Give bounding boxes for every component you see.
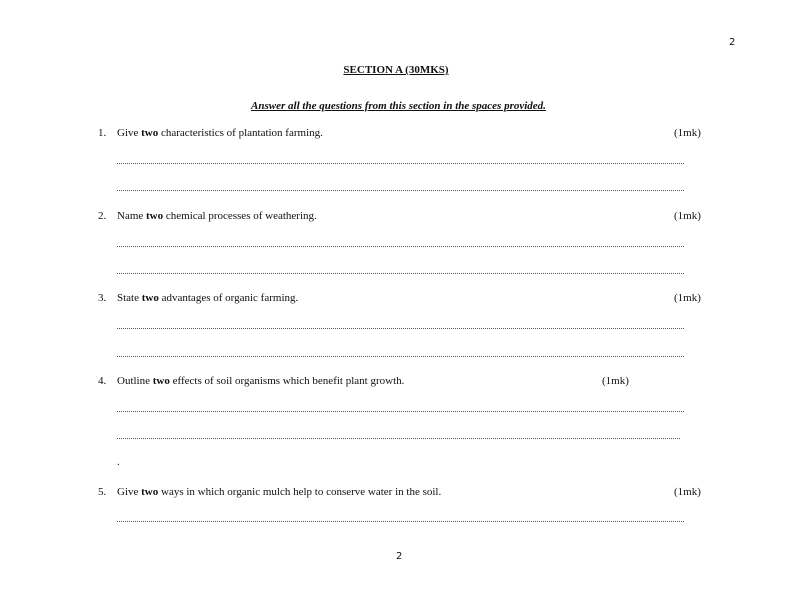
- question-1-marks: (1mk): [674, 127, 701, 139]
- question-3-marks: (1mk): [674, 292, 701, 304]
- answer-line[interactable]: [117, 246, 684, 248]
- page-number-bottom: 2: [396, 551, 403, 562]
- answer-line[interactable]: [117, 273, 684, 275]
- answer-line[interactable]: [117, 190, 684, 192]
- answer-line[interactable]: [117, 163, 684, 165]
- question-2: 2. Name two chemical processes of weathering.: [98, 210, 317, 222]
- question-number: 4.: [98, 375, 107, 387]
- question-number: 2.: [98, 210, 107, 222]
- question-5-marks: (1mk): [674, 486, 701, 498]
- question-3: 3. State two advantages of organic farming.: [98, 292, 299, 304]
- answer-line[interactable]: [117, 521, 684, 523]
- question-4-marks: (1mk): [602, 375, 629, 387]
- question-2-marks: (1mk): [674, 210, 701, 222]
- answer-line[interactable]: [117, 356, 684, 358]
- stray-mark: .: [117, 456, 120, 468]
- question-4: 4. Outline two effects of soil organisms which benefit plant growth.: [98, 375, 405, 387]
- question-number: 5.: [98, 486, 107, 498]
- question-number: 3.: [98, 292, 107, 304]
- question-1: 1. Give two characteristics of plantation farming.: [98, 127, 323, 139]
- section-title: SECTION A (30MKS): [343, 64, 449, 76]
- page-number-top: 2: [729, 37, 736, 48]
- answer-line[interactable]: [117, 438, 680, 440]
- instructions: Answer all the questions from this section in the spaces provided.: [251, 100, 546, 112]
- answer-line[interactable]: [117, 328, 684, 330]
- answer-line[interactable]: [117, 411, 684, 413]
- question-number: 1.: [98, 127, 107, 139]
- question-5: 5. Give two ways in which organic mulch help to conserve water in the soil.: [98, 486, 442, 498]
